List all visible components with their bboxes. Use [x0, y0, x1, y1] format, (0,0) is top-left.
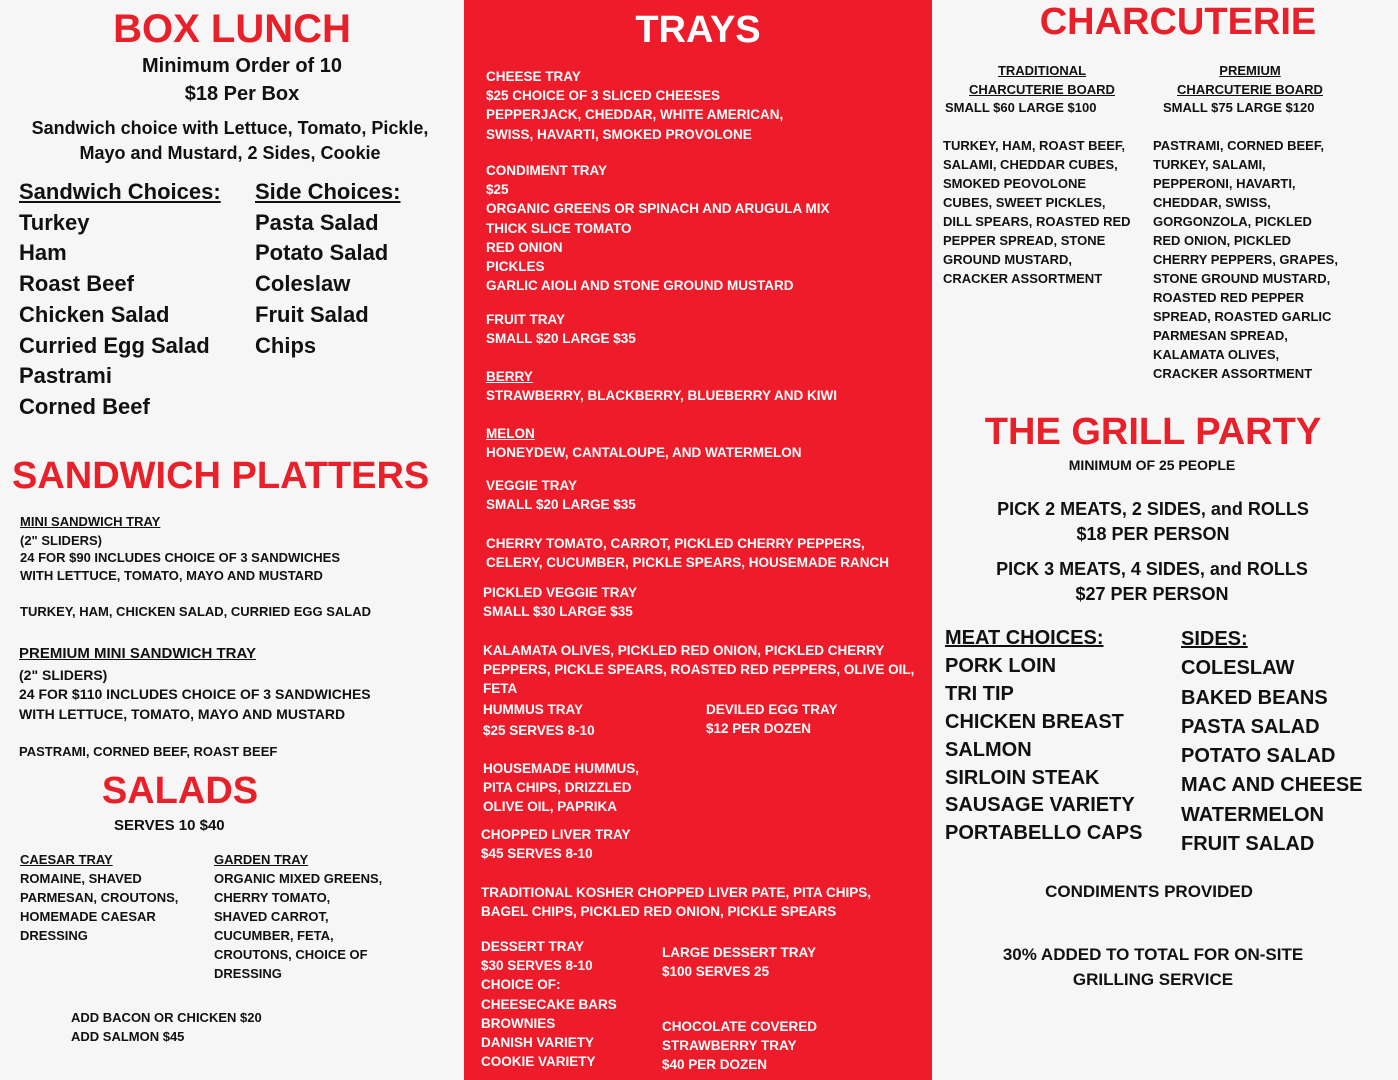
deviled-egg-tray-price: $12 PER DOZEN	[706, 721, 812, 736]
side-choices-heading: Side Choices:	[255, 179, 401, 204]
mini-tray-name: MINI SANDWICH TRAY	[20, 514, 161, 529]
list-item: TRI TIP	[945, 682, 1014, 705]
premium-tray-name: PREMIUM MINI SANDWICH TRAY	[19, 645, 256, 662]
list-item: Turkey	[19, 209, 90, 235]
list-item: PORK LOIN	[945, 654, 1057, 677]
melon-description: HONEYDEW, CANTALOUPE, AND WATERMELON	[486, 445, 802, 460]
large-dessert-tray: LARGE DESSERT TRAY $100 SERVES 25	[662, 945, 817, 980]
side-choices	[255, 177, 400, 361]
list-item: SAUSAGE VARIETY	[945, 794, 1135, 817]
chopped-liver-description: TRADITIONAL KOSHER CHOPPED LIVER PATE, PITA CHIPS, BAGEL CHIPS, PICKLED RED ONION, PICKLE SPEARS	[481, 885, 872, 920]
grilling-service-note: 30% ADDED TO TOTAL FOR ON-SITE GRILLING SERVICE	[1002, 945, 1304, 989]
box-lunch-description: Sandwich choice with Lettuce, Tomato, Pickle, Mayo and Mustard, 2 Sides, Cookie	[31, 118, 429, 163]
hummus-tray-name: HUMMUS TRAY	[483, 702, 584, 717]
list-item: Pastrami	[19, 363, 112, 389]
grill-party-minimum: MINIMUM OF 25 PEOPLE	[1068, 457, 1236, 473]
caesar-tray-description: ROMAINE, SHAVED PARMESAN, CROUTONS, HOMEMADE CAESAR DRESSING	[20, 871, 179, 943]
veggie-tray: VEGGIE TRAY SMALL $20 LARGE $35	[486, 478, 636, 513]
left-column	[0, 0, 464, 1080]
fruit-tray: FRUIT TRAY SMALL $20 LARGE $35	[486, 312, 636, 347]
grill-sides	[1181, 625, 1363, 859]
chocolate-strawberry-tray: CHOCOLATE COVERED STRAWBERRY TRAY $40 PER DOZEN	[662, 1019, 818, 1073]
grill-option-2: PICK 3 MEATS, 4 SIDES, and ROLLS $27 PER PERSON	[996, 559, 1308, 604]
grill-party-title: THE GRILL PARTY	[984, 411, 1322, 453]
premium-tray-options: PASTRAMI, CORNED BEEF, ROAST BEEF	[19, 744, 278, 759]
chopped-liver-tray: CHOPPED LIVER TRAY $45 SERVES 8-10	[481, 827, 631, 862]
grill-sides-heading: SIDES:	[1181, 628, 1248, 650]
meat-choices	[945, 625, 1142, 848]
deviled-egg-tray-name: DEVILED EGG TRAY	[706, 702, 838, 717]
list-item: Potato Salad	[255, 240, 389, 266]
condiment-tray: CONDIMENT TRAY $25 ORGANIC GREENS OR SPINACH AND ARUGULA MIX THICK SLICE TOMATO RED ONION PICKLES GARLIC AIOLI AND STONE GROUND MUSTARD	[486, 163, 830, 294]
salads-title: SALADS	[101, 770, 259, 812]
list-item: MAC AND CHEESE	[1181, 774, 1363, 797]
hummus-tray-price: $25 SERVES 8-10	[483, 723, 595, 738]
condiments-provided: CONDIMENTS PROVIDED	[1045, 882, 1253, 901]
charcuterie-title: CHARCUTERIE	[1039, 1, 1317, 43]
box-lunch-title: BOX LUNCH	[113, 7, 351, 51]
list-item: SIRLOIN STEAK	[945, 766, 1100, 789]
trays-column	[464, 0, 932, 1080]
list-item: POTATO SALAD	[1181, 745, 1336, 768]
premium-board-description: PASTRAMI, CORNED BEEF, TURKEY, SALAMI, PEPPERONI, HAVARTI, CHEDDAR, SWISS, GORGONZOLA, PICKLED RED ONION, PICKLED CHERRY PEPPERS, GRAPES, STONE GROUND MUSTARD, ROASTED RED PEPPER SPREAD, ROASTED GARLIC PARMESAN SPREAD, KALAMATA OLIVES, CRACKER ASSORTMENT	[1153, 138, 1338, 381]
list-item: SALMON	[945, 738, 1032, 761]
list-item: Ham	[19, 240, 67, 266]
premium-tray-details: 24 FOR $110 INCLUDES CHOICE OF 3 SANDWICHES WITH LETTUCE, TOMATO, MAYO AND MUSTARD	[19, 686, 371, 722]
list-item: Pasta Salad	[255, 209, 379, 235]
list-item: CHICKEN BREAST	[945, 710, 1124, 733]
berry-description: STRAWBERRY, BLACKBERRY, BLUEBERRY AND KIWI	[486, 388, 838, 403]
sandwich-choices-heading: Sandwich Choices:	[19, 179, 221, 204]
hummus-tray-description: HOUSEMADE HUMMUS, PITA CHIPS, DRIZZLED OLIVE OIL, PAPRIKA	[483, 761, 640, 815]
sandwich-choices	[19, 177, 221, 423]
garden-tray-name: GARDEN TRAY	[214, 852, 309, 867]
salad-addons: ADD BACON OR CHICKEN $20 ADD SALMON $45	[71, 1010, 262, 1044]
grill-option-1: PICK 2 MEATS, 2 SIDES, and ROLLS $18 PER PERSON	[997, 499, 1309, 544]
traditional-board-description: TURKEY, HAM, ROAST BEEF, SALAMI, CHEDDAR CUBES, SMOKED PEOVOLONE CUBES, SWEET PICKLES, DILL SPEARS, ROASTED RED PEPPER SPREAD, STONE GROUND MUSTARD, CRACKER ASSORTMENT	[943, 138, 1131, 286]
list-item: PORTABELLO CAPS	[945, 822, 1143, 845]
trays-title: TRAYS	[635, 9, 761, 51]
melon-name: MELON	[486, 426, 535, 441]
meat-choices-heading: MEAT CHOICES:	[945, 627, 1104, 649]
mini-tray-size: (2" SLIDERS)	[20, 533, 103, 548]
pickled-veggie-description: KALAMATA OLIVES, PICKLED RED ONION, PICKLED CHERRY PEPPERS, PICKLE SPEARS, ROASTED RED PEPPERS, OLIVE OIL, FETA	[483, 643, 915, 697]
veggie-tray-description: CHERRY TOMATO, CARROT, PICKLED CHERRY PEPPERS, CELERY, CUCUMBER, PICKLE SPEARS, HOUSEMADE RANCH	[486, 536, 890, 571]
list-item: FRUIT SALAD	[1181, 833, 1315, 856]
list-item: WATERMELON	[1181, 803, 1324, 826]
list-item: COLESLAW	[1181, 657, 1295, 680]
premium-board-name: PREMIUM CHARCUTERIE BOARD	[1177, 63, 1323, 97]
list-item: Chips	[255, 332, 317, 358]
cheese-tray: CHEESE TRAY $25 CHOICE OF 3 SLICED CHEESES PEPPERJACK, CHEDDAR, WHITE AMERICAN, SWISS, HAVARTI, SMOKED PROVOLONE	[486, 69, 784, 142]
list-item: Coleslaw	[255, 271, 351, 297]
mini-tray-options: TURKEY, HAM, CHICKEN SALAD, CURRIED EGG SALAD	[20, 604, 372, 619]
right-column	[932, 0, 1398, 1080]
caesar-tray-name: CAESAR TRAY	[20, 852, 113, 867]
dessert-tray: DESSERT TRAY $30 SERVES 8-10 CHOICE OF: CHEESECAKE BARS BROWNIES DANISH VARIETY COOKIE VARIETY	[481, 939, 617, 1070]
berry-name: BERRY	[486, 369, 533, 384]
box-lunch-price: $18 Per Box	[184, 83, 300, 105]
box-lunch-minimum: Minimum Order of 10	[141, 55, 343, 77]
sandwich-platters-title: SANDWICH PLATTERS	[12, 455, 430, 497]
pickled-veggie-tray: PICKLED VEGGIE TRAY SMALL $30 LARGE $35	[483, 585, 638, 620]
mini-tray-details: 24 FOR $90 INCLUDES CHOICE OF 3 SANDWICHES WITH LETTUCE, TOMATO, MAYO AND MUSTARD	[20, 550, 340, 583]
salads-serves: SERVES 10 $40	[114, 817, 225, 834]
list-item: BAKED BEANS	[1181, 686, 1328, 709]
list-item: Curried Egg Salad	[19, 332, 210, 358]
garden-tray-description: ORGANIC MIXED GREENS, CHERRY TOMATO, SHAVED CARROT, CUCUMBER, FETA, CROUTONS, CHOICE OF DRESSING	[214, 871, 383, 981]
premium-board-price: SMALL $75 LARGE $120	[1163, 100, 1315, 115]
list-item: Fruit Salad	[255, 301, 369, 327]
traditional-board-price: SMALL $60 LARGE $100	[945, 100, 1097, 115]
list-item: Roast Beef	[19, 271, 134, 297]
list-item: PASTA SALAD	[1181, 715, 1320, 738]
list-item: Chicken Salad	[19, 301, 170, 327]
traditional-board-name: TRADITIONAL CHARCUTERIE BOARD	[969, 63, 1115, 97]
premium-tray-size: (2" SLIDERS)	[19, 667, 108, 683]
list-item: Corned Beef	[19, 393, 150, 419]
